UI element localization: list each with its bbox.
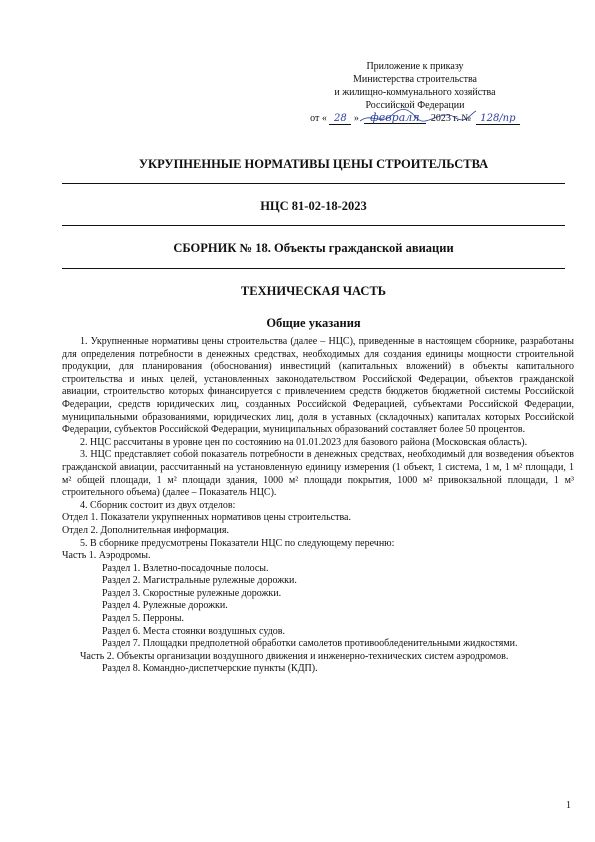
main-title: УКРУПНЕННЫЕ НОРМАТИВЫ ЦЕНЫ СТРОИТЕЛЬСТВА xyxy=(138,157,489,171)
section-1: Раздел 1. Взлетно-посадочные полосы. xyxy=(102,562,269,574)
paragraph-3: 3. НЦС представляет собой показатель потребности в денежных средствах, необходимый для возведения объектов гражданской авиации, рассчитанный на установленную единицу измерения (1 объект, 1 система, 1 м, 1 м² площади, 1 м² общей площади, 1 м² площади здания, 1000 м² площади покрытия, 1000 м² привокзальной площади, 1 м³ строительного объема) (далее – Показатель НЦС). xyxy=(62,449,574,499)
divider-1 xyxy=(62,183,565,184)
section-8: Раздел 8. Командно-диспетчерские пункты (КДП). xyxy=(102,663,318,675)
part-1: Часть 1. Аэродромы. xyxy=(62,550,151,562)
handwritten-day: 28 xyxy=(329,113,351,125)
section-6: Раздел 6. Места стоянки воздушных судов. xyxy=(102,625,286,637)
technical-part-heading: ТЕХНИЧЕСКАЯ ЧАСТЬ xyxy=(240,284,387,298)
appendix-line-4: Российской Федерации xyxy=(365,100,465,111)
appendix-line-1: Приложение к приказу xyxy=(366,61,464,72)
handwritten-order-number: 128/пр xyxy=(476,113,520,125)
document-body xyxy=(62,336,574,676)
paragraph-5: 5. В сборнике предусмотрены Показатели НЦС по следующему перечню: xyxy=(80,537,395,549)
date-year: 2023 г. № xyxy=(430,113,471,124)
part-2: Часть 2. Объекты организации воздушного движения и инженерно-технических систем аэродромов. xyxy=(80,650,509,662)
code-title: НЦС 81-02-18-2023 xyxy=(260,199,367,213)
appendix-line-2: Министерства строительства xyxy=(352,74,477,85)
appendix-line-3: и жилищно-коммунального хозяйства xyxy=(334,87,496,98)
section-2: Раздел 2. Магистральные рулежные дорожки. xyxy=(102,575,297,587)
handwritten-month: февраля xyxy=(364,112,426,124)
department-1: Отдел 1. Показатели укрупненных нормативов цены строительства. xyxy=(62,512,351,524)
paragraph-2: 2. НЦС рассчитаны в уровне цен по состоянию на 01.01.2023 для базового района (Московская область). xyxy=(80,436,528,448)
section-3: Раздел 3. Скоростные рулежные дорожки. xyxy=(102,587,282,599)
paragraph-4: 4. Сборник состоит из двух отделов: xyxy=(80,499,236,511)
page-number: 1 xyxy=(566,800,571,811)
divider-3 xyxy=(62,268,565,269)
department-2: Отдел 2. Дополнительная информация. xyxy=(62,524,229,536)
section-4: Раздел 4. Рулежные дорожки. xyxy=(102,600,228,612)
paragraph-1: 1. Укрупненные нормативы цены строительства (далее – НЦС), приведенные в настоящем сборнике, разработаны для определения потребности в денежных средствах, необходимых для создания единицы мощности строительной продукции, для планирования (обоснования) инвестиций (капитальных вложений) в объекты капитального строительства и иных целей, установленных законодательством Российской Федерации, объектов гражданской авиации, строительство которых финансируется с привлечением средств бюджетов бюджетной системы Российской Федерации, средств юридических лиц, созданных Российской Федерацией, субъектами Российской Федерации, муниципальными образованиями, юридических лиц, доля в уставных (складочных) капиталах которых Российской Федерации, субъектов Российской Федерации, муниципальных образований составляет более 50 процентов. xyxy=(62,336,574,436)
section-7: Раздел 7. Площадки предполетной обработки самолетов противообледенительными жидкостями. xyxy=(102,638,518,650)
divider-2 xyxy=(62,225,565,226)
general-heading: Общие указания xyxy=(266,316,361,330)
collection-title: СБОРНИК № 18. Объекты гражданской авиации xyxy=(173,241,454,255)
date-prefix: от « xyxy=(310,113,327,124)
signature-scribble-icon xyxy=(358,106,478,128)
date-day-suffix: » xyxy=(353,113,359,124)
section-5: Раздел 5. Перроны. xyxy=(102,613,185,625)
